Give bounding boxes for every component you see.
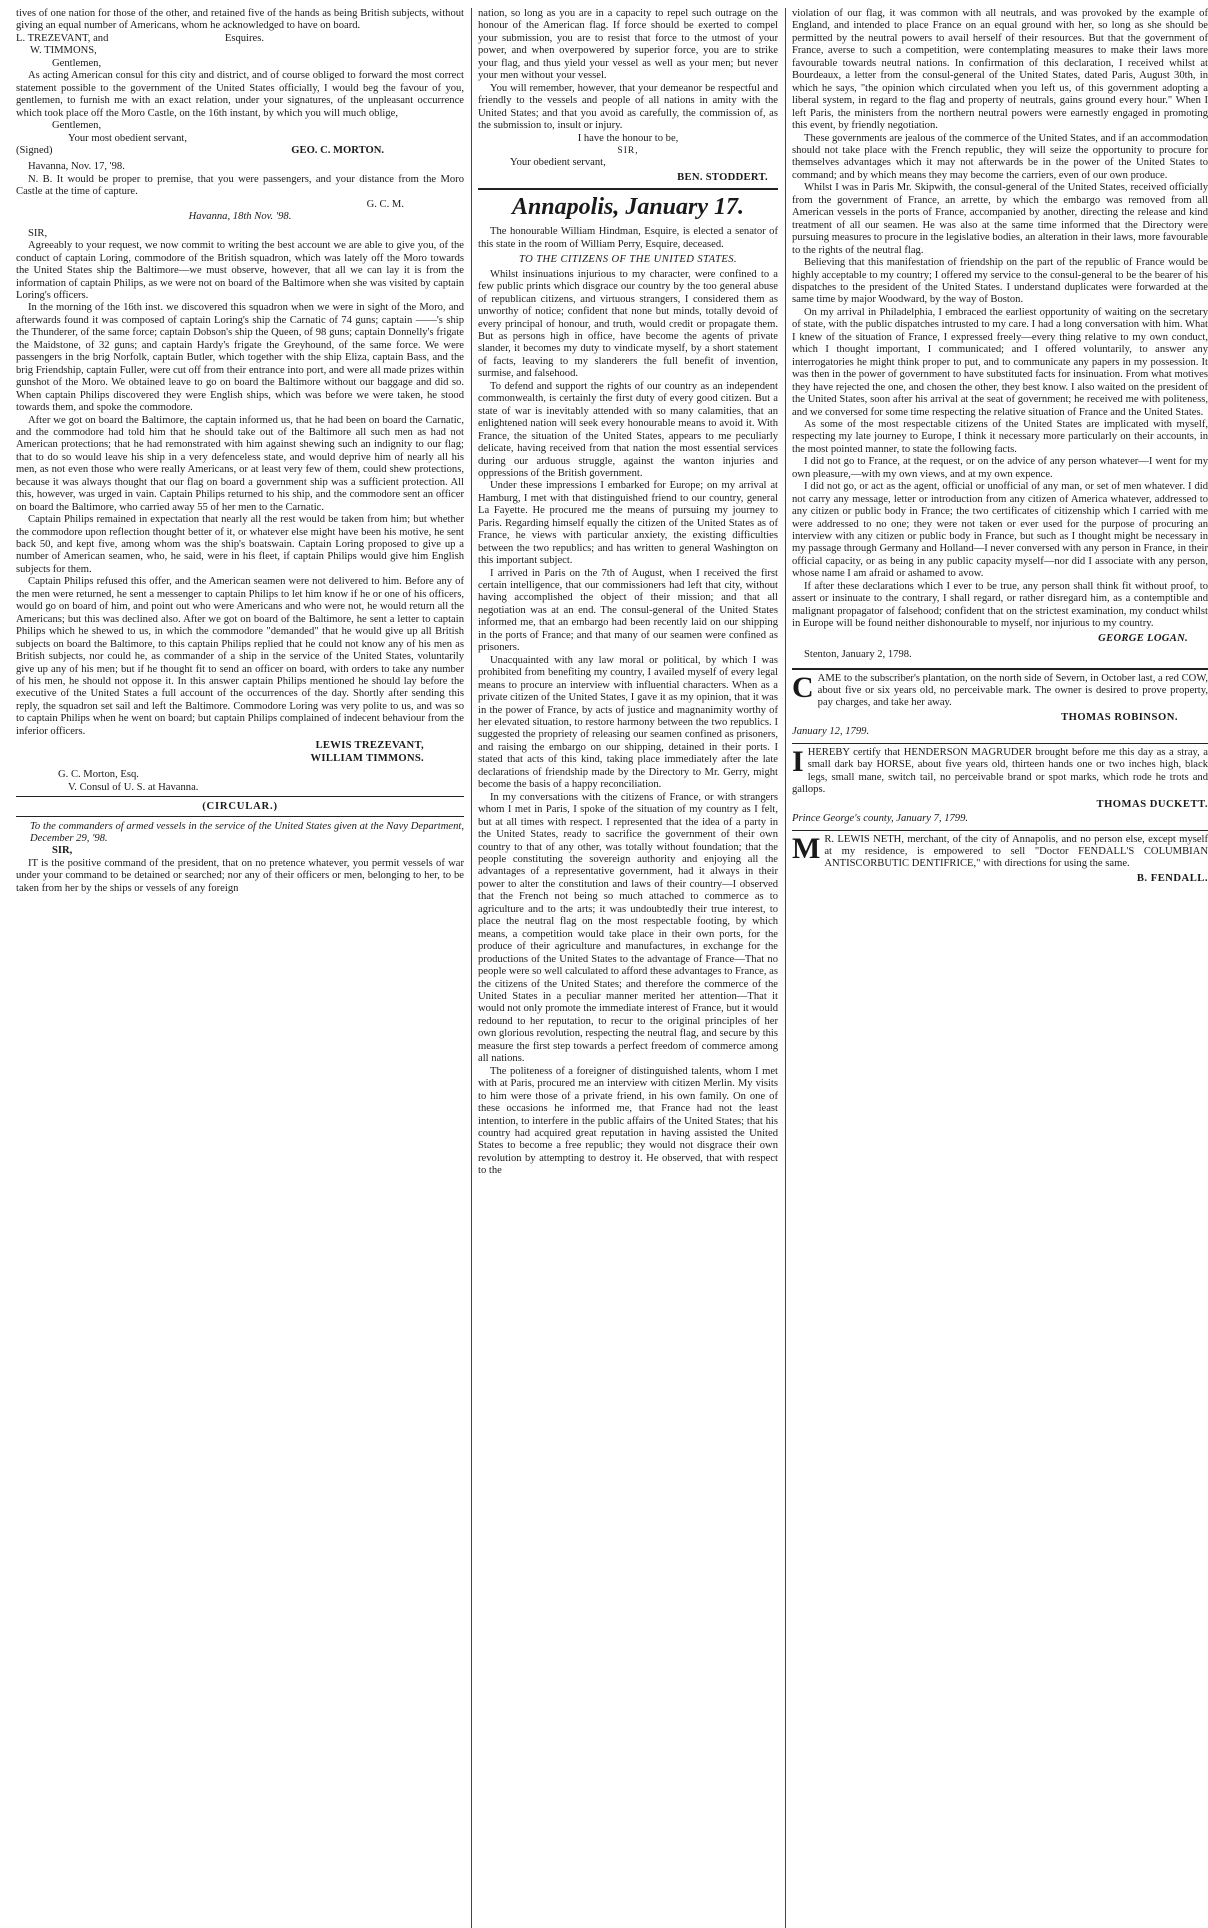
divider [478, 188, 778, 190]
paragraph: As some of the most respectable citizens of the United States are implicated with myself, respecting my late journey to Europe, I think it necessary more particularly on their accounts, in the most pointed manner, to state the following facts. [792, 418, 1208, 455]
signature: GEORGE LOGAN. [1098, 632, 1188, 644]
drop-cap: C [792, 670, 814, 704]
recipient: V. Consul of U. S. at Havanna. [68, 781, 199, 793]
paragraph: To defend and support the rights of our country as an independent commonwealth, is certainly the first duty of every good citizen. But a state of war is inevitably attended with so many calamities, that an enlightened nation will seek every honourable means to avoid it. With France, the situation of the United States, appears to me peculiarly delicate, having received from that nation the most essential services during our arduous struggle, against the wanton injuries and oppressions of the British government. [478, 380, 778, 479]
recipient: G. C. Morton, Esq. [58, 769, 139, 781]
addressee-name: W. TIMMONS, [30, 45, 97, 57]
signature: BEN. STODDERT. [677, 171, 768, 183]
ad-body: AME to the subscriber's plantation, on the north side of Severn, in October last, a red COW, about five or six years old, no perceivable mark. The owner is desired to prove property, pay charges, and take her away. [817, 672, 1208, 709]
signed-label: (Signed) [16, 144, 53, 156]
signature: WILLIAM TIMMONS. [310, 752, 424, 764]
circular-heading: To the commanders of armed vessels in the service of the United States given at the Navy Department, December 29, '98. [30, 820, 464, 844]
dateline: Stenton, January 2, 1798. [804, 649, 912, 661]
signature: LEWIS TREZEVANT, [315, 740, 424, 752]
divider [16, 796, 464, 797]
dateline: Havanna, Nov. 17, '98. [28, 161, 125, 173]
column-2 [478, 8, 778, 1928]
paragraph: I did not go, or act as the agent, official or unofficial of any man, or set of men whatever. I did not carry any message, letter or introduction from any citizen of America whatever, addressed to any citizen or public body in France; the two certificates of citizenship which I carried with me were addressed to no one; they were not taken or ever used for the purpose of procuring an interview with any citizen or public body in France, but such as I thought might be necessary in my passage through Germany and Holland—I never conversed with any person in France, in their official capacity, or as being in any public capacity myself—nor did I associate with any person, whose name I am afraid or ashamed to avow. [792, 481, 1208, 580]
closing: Your obedient servant, [510, 157, 606, 169]
salutation: SIR, [617, 145, 639, 156]
paragraph: I did not go to France, at the request, or on the advice of any person whatever—I went for my own pleasure,—with my own views, and at my own expence. [792, 456, 1208, 480]
paragraph: The honourable William Hindman, Esquire, is elected a senator of this state in the room of William Perry, Esquire, deceased. [478, 226, 778, 250]
paragraph: The politeness of a foreigner of distinguished talents, whom I met with at Paris, procured me an interview with citizen Merlin. My visits to him were those of a private friend, in his own family. On one of these occasions he informed me, that France had not the least intention, to interfere in the public affairs of the United States; that his country had acquired great reputation in having assisted the United States to become a free republic; they would not disgrace their own revolution by attempting to destroy it. He observed, that with respect to the [478, 1065, 778, 1177]
ad-date: January 12, 1799. [792, 726, 870, 738]
ad-body: HEREBY certify that HENDERSON MAGRUDER brought before me this day as a stray, a small dark bay HORSE, about five years old, thirteen hands one or two inches high, black legs, small mane, switch tail, no perceivable brand or spot marks, which rode he trots and gallops. [792, 746, 1208, 796]
paragraph: I arrived in Paris on the 7th of August, when I received the first certain intelligence, that our commissioners had left that city, without having accomplished the object of their mission; and that all negotiation was at an end. The consul-general of the United States informed me, that an embargo had been recently laid on our shipping in the ports of France; and that many of our seamen were confined as prisoners. [478, 567, 778, 654]
ad-text [792, 831, 1208, 871]
paragraph: IT is the positive command of the president, that on no pretence whatever, you permit vessels of war under your command to be detained or searched; nor any of their officers or men, belonging to her, to be taken from her by the ships or vessels of any foreign [16, 857, 464, 894]
ad-text [792, 744, 1208, 797]
section-heading: (CIRCULAR.) [202, 801, 278, 813]
advertisement-horse [792, 743, 1208, 826]
paragraph: Under these impressions I embarked for Europe; on my arrival at Hamburg, I met with that distinguished friend to our country, general La Fayette. He procured me the means of pursuing my journey to Paris. Regarding himself equally the citizen of the United States as of France, he views with particular anxiety, the existing difficulties between the two republics; and has written to general Washington on this important subject. [478, 480, 778, 567]
salutation: SIR, [52, 845, 73, 857]
paragraph: As acting American consul for this city and district, and of course obliged to forward the most correct statement possible to the government of the United States officially, I would beg the favour of you, gentlemen, to furnish me with an exact relation, under your signatures, of the unpleasant occurrence which took place off the Moro Castle, on the 16th instant, by which you will much oblige, [16, 70, 464, 119]
column-rule [785, 8, 786, 1928]
ad-signature: THOMAS ROBINSON. [1061, 711, 1178, 723]
dateline-heading: Annapolis, January 17. [511, 194, 745, 221]
paragraph: On my arrival in Philadelphia, I embraced the earliest opportunity of waiting on the secretary of state, with the public dispatches intrusted to my care. I had a long conversation with him. What I knew of the situation of France, I expressed freely—every thing relative to my own conduct, which I thought important, I communicated; and I offered voluntarily, to answer any interrogatories he might think proper to put, and to communicate any papers in my possession. It was then in the power of government to have substituted facts for insinuation. From what motives they have rejected the one, and chosen the other, they best know. I also waited on the president of the United States, soon after his arrival at the seat of government; he received me with politeness, and we conversed for some time respecting the relative situation of France and the United States. [792, 306, 1208, 418]
paragraph: After we got on board the Baltimore, the captain informed us, that he had been on board the Carnatic, and the commodore had told him that he should take out of the Baltimore all such men as had not American protections; that he had remonstrated with him against shewing such an indignity to our flag; that to do so would leave his ship in a very defenceless state, and would deprive him of nearly all his men, as not even those who were really Americans, or at least very few of them, could shew protections, because it was always thought that our flag on board a government ship was a sufficient protection. All this, however, was urged in vain. Captain Philips returned to his ship, and the commodore sent an officer on board the Baltimore, who carried away 55 of her men to the Carnatic. [16, 414, 464, 513]
section-heading: TO THE CITIZENS OF THE UNITED STATES. [519, 254, 737, 266]
paragraph: These governments are jealous of the commerce of the United States, and if an accommodation should not take place with the French republic, they will seize the opportunity to procure for themselves advantages which it may not afterwards be in the power of the United States to command; and by which means they may become the carriers, even of our own produce. [792, 132, 1208, 181]
paragraph: Believing that this manifestation of friendship on the part of the republic of France would be highly acceptable to my country; I offered my service to the consul-general to be the bearer of his dispatches to the president of the United States. I understand duplicates were forwarded at the same time by major Woodward, by the way of Boston. [792, 257, 1208, 306]
drop-cap: I [792, 744, 804, 778]
advertisement-cow [792, 668, 1208, 739]
paragraph: violation of our flag, it was common with all neutrals, and was provoked by the example of England, and intended to place France on an equal ground with her, so long as she should be permitted by the neutral powers to avail herself of their resources. But that the government of France, averse to such a competition, were contemplating measures to make their laws more favourable towards neutral nations. In confirmation of this declaration, I received whilst at Bourdeaux, a letter from the consul-general of the United States, dated Paris, August 30th, in which he says, "the opinion which circulated when you left us, of this government adopting a liberal system, in regard to the flag and property of neutrals, gains ground every hour." When I left Paris, the ministers from the northern neutral powers were earnestly engaged in promoting this event, by friendly negotiation. [792, 8, 1208, 132]
signature-line [16, 145, 464, 157]
paragraph: You will remember, however, that your demeanor be respectful and friendly to the vessels and people of all nations in amity with the United States; and that you avoid as carefully, the commission of, as the submission to, insult or injury. [478, 82, 778, 132]
addressee-name: L. TREZEVANT, and [16, 32, 109, 44]
column-3 [792, 8, 1208, 1928]
column-1 [16, 8, 464, 1928]
addressee-line [16, 33, 464, 45]
addressee-title: Esquires. [224, 32, 264, 44]
ad-text [792, 670, 1208, 710]
paragraph: tives of one nation for those of the other, and retained five of the hands as being British subjects, without giving an equal number of Americans, whom he acknowledged to have on board. [16, 8, 464, 32]
ad-signature: B. FENDALL. [1136, 872, 1208, 884]
drop-cap: M [792, 831, 821, 865]
paragraph: Captain Philips refused this offer, and the American seamen were not delivered to him. Before any of the men were returned, he sent a messenger to captain Philips to let him know if he or one of his officers, would go on board of him, and point out who were Americans and who were not, he would return all the Americans; but this was declined also. After we got on board of the Baltimore, he sent a letter to captain Philips which he shewed to us, in which the commodore "demanded" that he would give up all British subjects on board the Baltimore, to this captain Philips replied that he could not know any of his men as British subjects, nor could he, as commander of a ship in the service of the United States, voluntarily give up any of his men; but if he thought fit to send an officer on board, with orders to take any number of his men, he should not oppose it. In this answer captain Philips mentioned he should lay before the executive of the United States a full account of the occurrences of the day. Shortly after sending this reply, the squadron set sail and left the Baltimore. Commodore Loring was very polite to us, and was so to captain Philips when he went on board; but captain Philips complained of indecent behaviour from the inferior officers. [16, 576, 464, 737]
ad-body: R. LEWIS NETH, merchant, of the city of Annapolis, and no person else, except myself at my residence, is empowered to sell "Doctor FENDALL'S COLUMBIAN ANTISCORBUTIC DENTIFRICE," with directions for using the same. [824, 833, 1208, 870]
dateline: Havanna, 18th Nov. '98. [188, 211, 292, 223]
closing: Your most obedient servant, [68, 132, 187, 144]
paragraph: If after these declarations which I ever to be true, any person shall think fit without proof, to assert or insinuate to the contrary, I shall regard, or rather disregard him, as a contemptible and malignant propagator of falsehood; confident that on the strictest examination, my conduct whilst in Europe will be found neither dishonourable to myself, nor injurious to my country. [792, 580, 1208, 630]
paragraph: Whilst I was in Paris Mr. Skipwith, the consul-general of the United States, received officially from the government of France, an arrette, by which the embargo was removed from all American vessels in the ports of France, accompanied by another, directing the release and kind treatment of all our seamen. He was also at the same time informed that the Directory were pursuing measures to procure in the legislative bodies, an alteration in their laws, more favourable to the rights of the neutral flag. [792, 182, 1208, 256]
paragraph: Unacquainted with any law moral or political, by which I was prohibited from benefiting my country, I availed myself of every legal means to procure an interview with influential characters. When as a private citizen of the United States, I gave it as my opinion, that it was in the power of France, by acts of justice and magnanimity worthy of her elevated situation, to restore harmony between the two republics. I suggested the propriety of releasing our seamen confined as prisoners, and raising the embargo on our shipping, detained in their ports. I stated that acts of this kind, taking place immediately after the late declarations of friendship made by the Directory to Mr. Gerry, might become the basis of a happy reconciliation. [478, 654, 778, 791]
ad-date: Prince George's county, January 7, 1799. [792, 813, 969, 825]
salutation: SIR, [28, 227, 48, 239]
salutation: Gentlemen, [52, 57, 102, 69]
paragraph: In the morning of the 16th inst. we discovered this squadron when we were in sight of the Moro, and afterwards found it was composed of captain Loring's ship the Carnatic of 74 guns; captain ——'s ship the Thunderer, of the same force; captain Dobson's ship the Queen, of 98 guns; captain Donnelly's frigate the Maidstone, of 32 guns; and captain Hardy's frigate the Greyhound, of the same force. We were passengers in the brig Norfolk, captain Butler, which together with the ship Eliza, captain Bass, and the brig Friendship, captain Fuller, were cut off from their entrance into port, and were all made prizes within gunshot of the Moro. We obtained leave to go on board the Baltimore without our baggage and did so. When captain Philips discovered they were English ships, which was before we were taken, he stood towards them, and spoke the commodore. [16, 302, 464, 414]
divider [16, 816, 464, 817]
closing: I have the honour to be, [577, 132, 679, 144]
advertisement-dentifrice [792, 830, 1208, 886]
salutation: Gentlemen, [52, 120, 102, 132]
paragraph: Whilst insinuations injurious to my character, were confined to a few public prints which disgrace our country by the too general abuse of republican citizens, and virtuous strangers, I considered them as unworthy of notice; confident that none but minds, totally devoid of every principal of honour, and truth, would credit or propagate them. But as persons high in office, have become the agents of private slander, it becomes my duty to vindicate myself, by a short statement of facts, leaving to my slanderers the full benefit of invention, surmise, and falsehood. [478, 268, 778, 380]
paragraph: Agreeably to your request, we now commit to writing the best account we are able to give you, of the conduct of captain Loring, commodore of the British squadron, which was lately off the Moro towards the United States ship the Baltimore—we must observe, however, that all we can lay it is from the information of captain Philips, as we were not on board of the Baltimore when she was visited by captain Loring's officers. [16, 240, 464, 301]
column-rule [471, 8, 472, 1928]
paragraph: N. B. It would be proper to premise, that you were passengers, and your distance from the Moro Castle at the time of capture. [16, 173, 464, 198]
ad-signature: THOMAS DUCKETT. [1096, 798, 1208, 810]
paragraph: Captain Philips remained in expectation that nearly all the rest would be taken from him; but whether the commodore upon reflection thought better of it, or whatever else might have been his motive, he sent back 50, and kept five, among whom was the ship's boatswain. Captain Loring proposed to give up a number of American seamen, who, he said, were in his fleet, if captain Philips would give him English subjects for them. [16, 514, 464, 575]
paragraph: nation, so long as you are in a capacity to repel such outrage on the honour of the American flag. If force should be exerted to compel your submission, you are to resist that force to the utmost of your power, and when overpowered by superior force, you are to strike your flag, and thus yield your vessel as well as your men; but never your men without your vessel. [478, 8, 778, 82]
signature: GEO. C. MORTON. [291, 144, 384, 156]
paragraph: In my conversations with the citizens of France, or with strangers whom I met in Paris, I spoke of the situation of my country as I felt, but at all times with respect. I represented that the idea of a party in the United States, ready to sacrifice the government of their own country to that of any other, was totally without foundation; that the people constituting the sovereign authority and enjoying all the advantages of a representative government, had it always in their power to alter the constitution and laws of their country—I observed that the French not being so much attached to commerce as to agriculture and to the arts; it was undoubtedly their true interest, to place the neutral flag on the most respectable footing, by which means, a competition would take place in their own ports, for the produce of their agriculture and manufactures, in exchange for the productions of the United States to the advantage of France—That no people were so well calculated to afford these advantages to France, as the citizens of the United States; and therefore the commerce of the United States in a peculiar manner merited her attention—That it would not only promote the immediate interest of France, but it would redound to her reputation, to recur to the original principles of her own glorious revolution, respecting the neutral flag, and secure by this measure the first step towards a perfect freedom of commerce among all nations. [478, 791, 778, 1065]
initials: G. C. M. [366, 198, 404, 210]
